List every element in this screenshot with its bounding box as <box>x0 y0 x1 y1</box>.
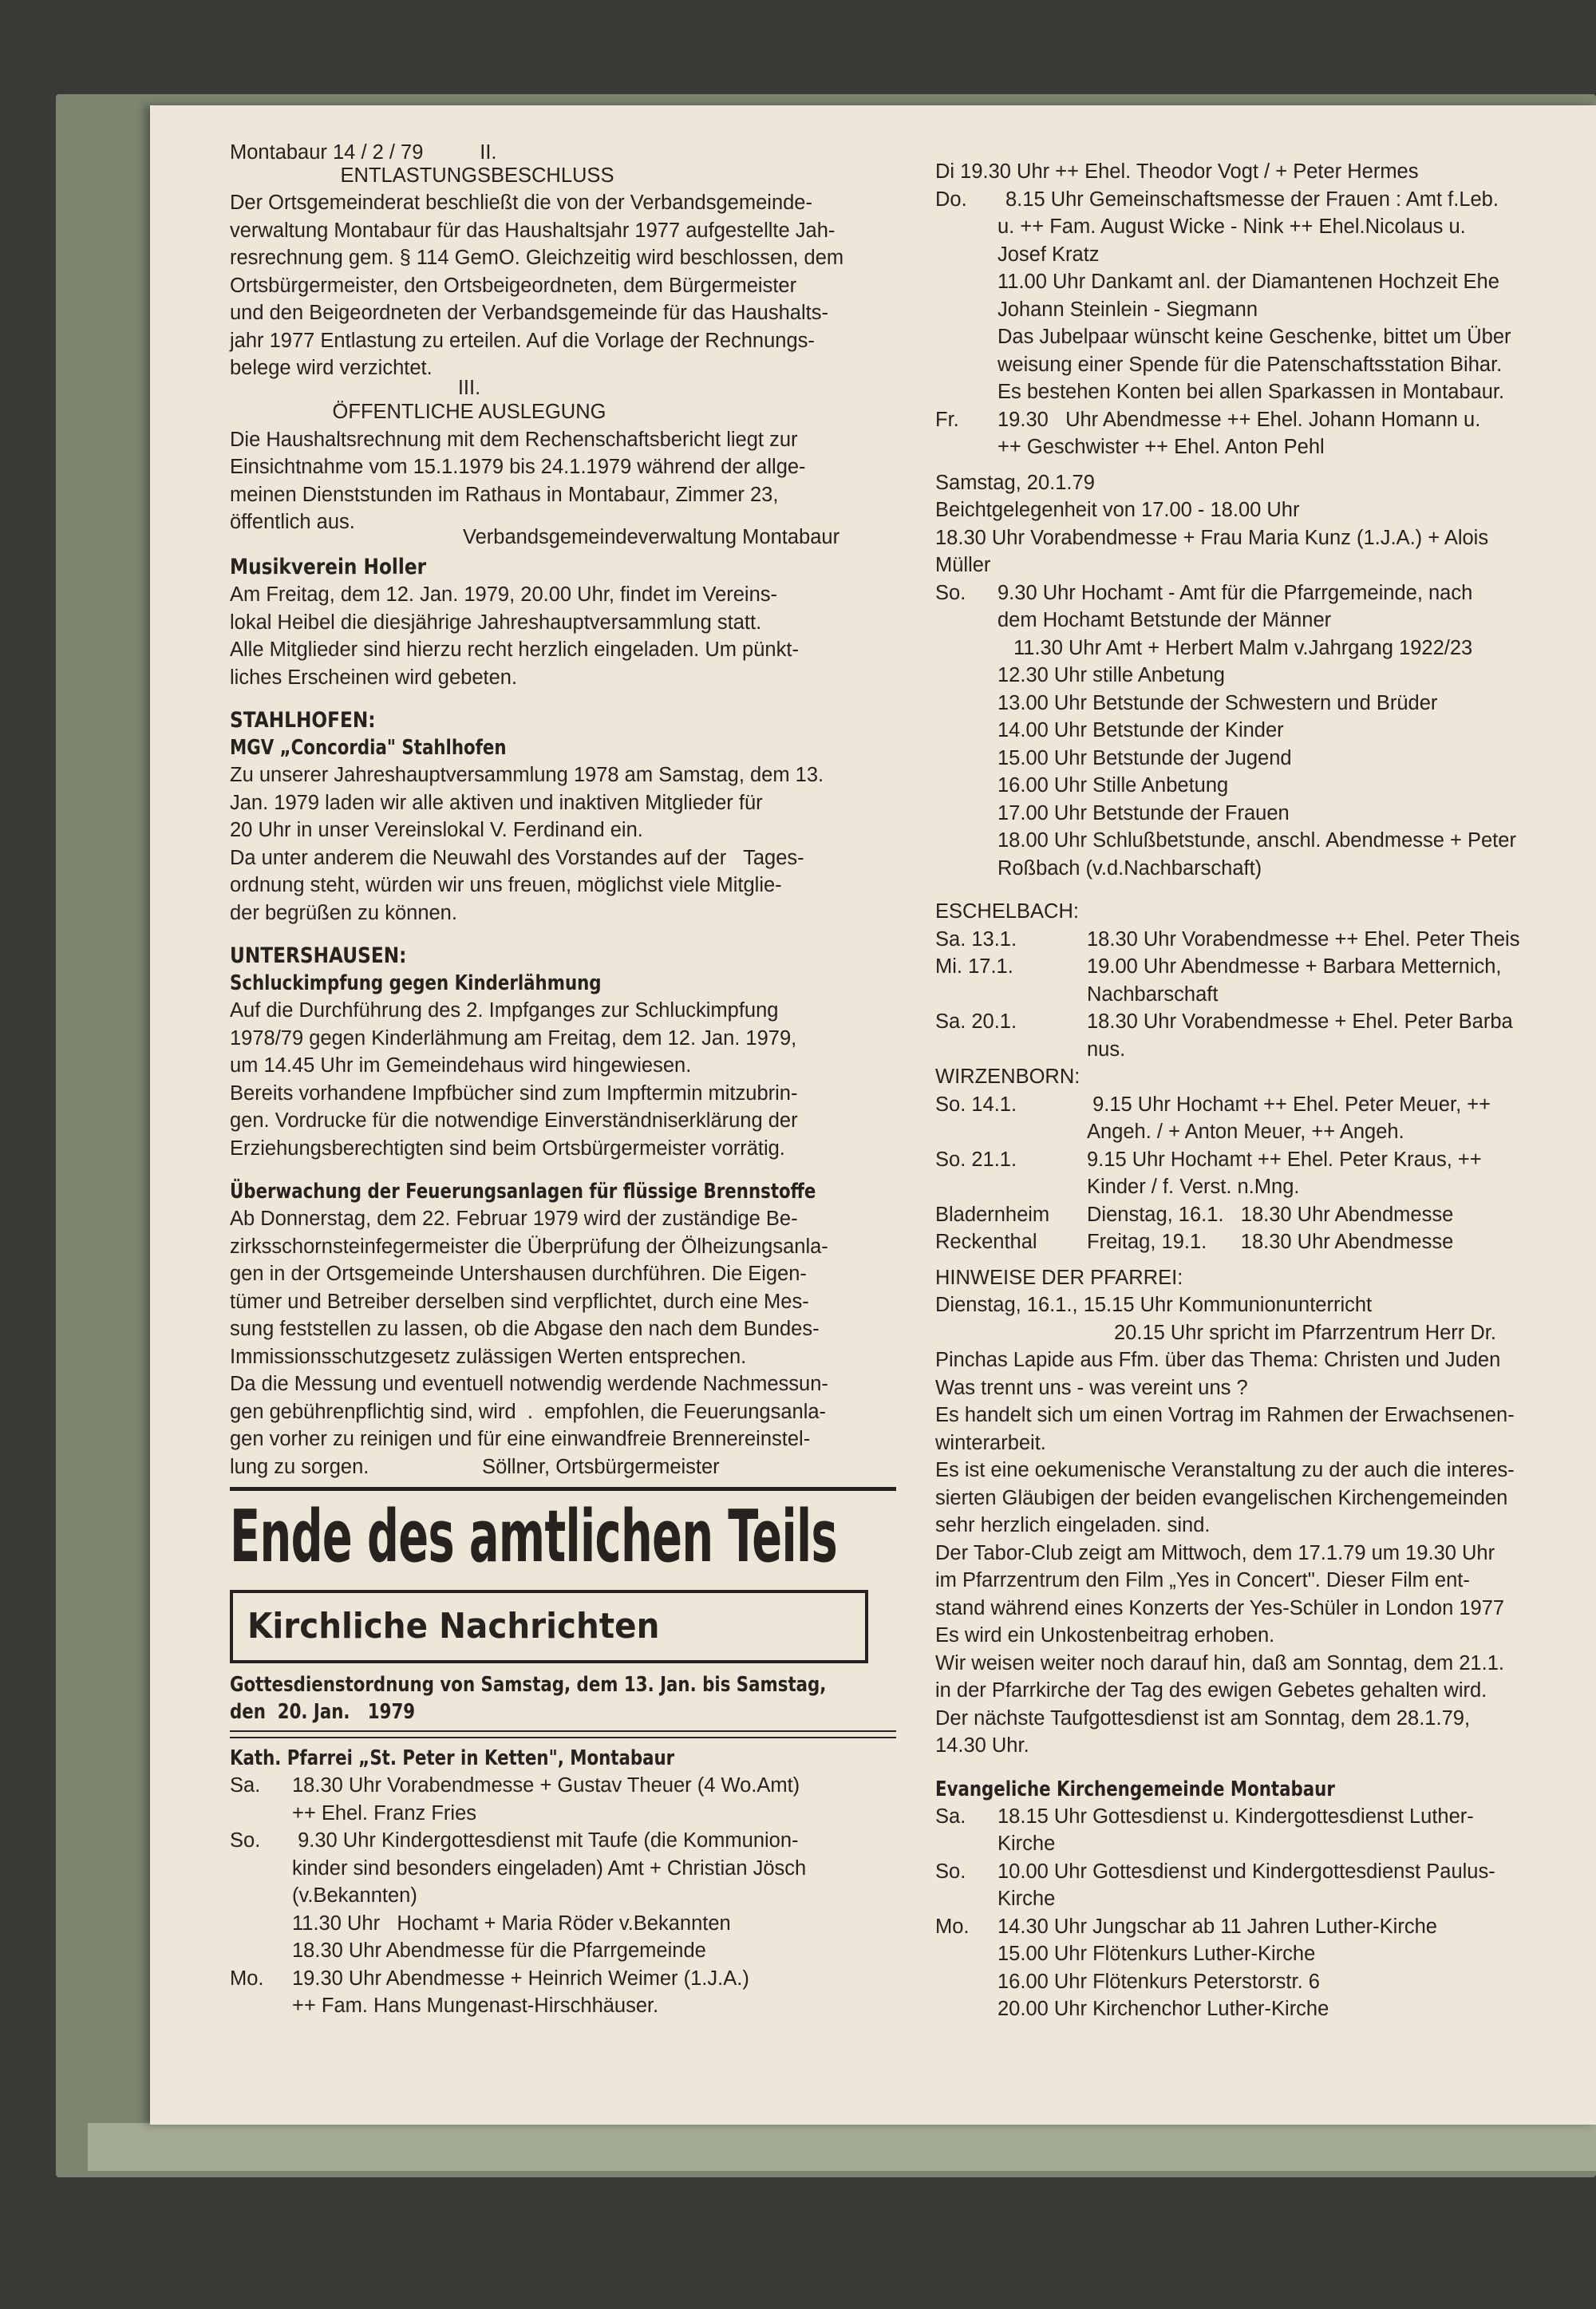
heading-evangelische-kirche: Evangeliche Kirchengemeinde Montabaur <box>935 1777 1335 1801</box>
schedule-text: 11.30 Uhr Amt + Herbert Malm v.Jahrgang 1922/23 <box>1013 636 1473 659</box>
schedule-text: Müller <box>935 554 991 576</box>
text-line: Erziehungsberechtigten sind beim Ortsbürgermeister vorrätig. <box>230 1137 785 1160</box>
text-line: Da die Messung und eventuell notwendig werdende Nachmessun- <box>230 1373 828 1395</box>
text-line: Jan. 1979 laden wir alle aktiven und inaktiven Mitglieder für <box>230 791 763 814</box>
day-label: Mo. <box>935 1915 970 1938</box>
heading-mgv: MGV „Concordia" Stahlhofen <box>230 736 507 760</box>
day-label: So. 21.1. <box>935 1148 1017 1171</box>
signature-line: lung zu sorgen. Söllner, Ortsbürgermeister <box>230 1455 720 1478</box>
text-line: Pinchas Lapide aus Ffm. über das Thema: Christen und Juden <box>935 1349 1501 1371</box>
text-line: jahr 1977 Entlastung zu erteilen. Auf die Vorlage der Rechnungs- <box>230 329 815 352</box>
day-label: Fr. <box>935 408 959 431</box>
schedule-text: ++ Geschwister ++ Ehel. Anton Pehl <box>998 436 1325 458</box>
schedule-text: 16.00 Uhr Flötenkurs Peterstorstr. 6 <box>998 1970 1320 1993</box>
schedule-text: 9.30 Uhr Kindergottesdienst mit Taufe (die Kommunion- <box>292 1829 799 1852</box>
text-line: öffentlich aus. <box>230 511 355 533</box>
heading-ueberwachung: Überwachung der Feuerungsanlagen für flüssige Brennstoffe <box>230 1180 816 1204</box>
schedule-text: Beichtgelegenheit von 17.00 - 18.00 Uhr <box>935 499 1300 521</box>
dateline: Montabaur 14 / 2 / 79 II. <box>230 141 497 164</box>
schedule-text: 18.30 Uhr Abendmesse für die Pfarrgemeinde <box>292 1939 706 1962</box>
text-line: meinen Dienststunden im Rathaus in Montabaur, Zimmer 23, <box>230 483 779 506</box>
left-column <box>230 139 976 2020</box>
schedule-text: 9.15 Uhr Hochamt ++ Ehel. Peter Kraus, ++ <box>1087 1148 1482 1171</box>
divider-rule <box>230 1487 896 1491</box>
schedule-row <box>935 579 1596 607</box>
schedule-text: 17.00 Uhr Betstunde der Frauen <box>998 801 1290 824</box>
text-line: 20.15 Uhr spricht im Pfarrzentrum Herr Dr. <box>1114 1321 1496 1344</box>
text-line: sehr herzlich eingeladen. sind. <box>935 1514 1211 1536</box>
text-line: Am Freitag, dem 12. Jan. 1979, 20.00 Uhr, findet im Vereins- <box>230 583 778 606</box>
schedule-text: 11.00 Uhr Dankamt anl. der Diamantenen Hochzeit Ehe <box>998 271 1499 293</box>
text-line: winterarbeit. <box>935 1431 1046 1454</box>
schedule-row <box>230 1965 976 1993</box>
schedule-text: 13.00 Uhr Betstunde der Schwestern und Brüder <box>998 691 1438 714</box>
day-label: So. <box>935 1860 966 1883</box>
day-label: Sa. <box>935 1805 966 1828</box>
heading-kath-pfarrei: Kath. Pfarrei „St. Peter in Ketten", Montabaur <box>230 1746 675 1770</box>
text-line: Ortsbürgermeister, den Ortsbeigeordneten, dem Bürgermeister <box>230 274 797 297</box>
schedule-text: 11.30 Uhr Hochamt + Maria Röder v.Bekannten <box>292 1912 731 1935</box>
text-line: 20 Uhr in unser Vereinslokal V. Ferdinand ein. <box>230 819 643 841</box>
place-label: Reckenthal <box>935 1231 1037 1253</box>
schedule-text: 14.30 Uhr Jungschar ab 11 Jahren Luther-Kirche <box>998 1915 1437 1938</box>
schedule-text: Freitag, 19.1. 18.30 Uhr Abendmesse <box>1087 1231 1454 1253</box>
schedule-text: Kirche <box>998 1888 1056 1910</box>
schedule-text: 18.00 Uhr Schlußbetstunde, anschl. Abendmesse + Peter <box>998 829 1516 852</box>
schedule-text: 18.15 Uhr Gottesdienst u. Kindergottesdienst Luther- <box>998 1805 1474 1828</box>
schedule-row <box>935 1091 1596 1119</box>
text-line: Es ist eine oekumenische Veranstaltung zu der auch die interes- <box>935 1459 1515 1481</box>
date-heading: Samstag, 20.1.79 <box>935 471 1095 494</box>
text-line: Wir weisen weiter noch darauf hin, daß am Sonntag, dem 21.1. <box>935 1651 1504 1674</box>
schedule-text: 9.15 Uhr Hochamt ++ Ehel. Peter Meuer, ++ <box>1087 1093 1491 1116</box>
schedule-row <box>935 186 1596 214</box>
text-line: Alle Mitglieder sind hierzu recht herzlich eingeladen. Um pünkt- <box>230 639 799 661</box>
schedule-text: 19.30 Uhr Abendmesse ++ Ehel. Johann Homann u. <box>998 408 1481 431</box>
text-line: gen in der Ortsgemeinde Untershausen durchführen. Die Eigen- <box>230 1263 807 1285</box>
text-line: Es wird ein Unkostenbeitrag erhoben. <box>935 1624 1275 1647</box>
schedule-row <box>935 1201 1596 1229</box>
schedule-text: Roßbach (v.d.Nachbarschaft) <box>998 856 1262 880</box>
text-line: gen vorher zu reinigen und für eine einwandfreie Brennereinstel- <box>230 1428 811 1450</box>
schedule-text: dem Hochamt Betstunde der Männer <box>998 609 1332 631</box>
text-line: sung feststellen zu lassen, ob die Abgase den nach dem Bundes- <box>230 1318 820 1340</box>
schedule-text: 12.30 Uhr stille Anbetung <box>998 664 1225 686</box>
heading-eschelbach: ESCHELBACH: <box>935 900 1079 923</box>
text-line: stand während eines Konzerts der Yes-Schüler in London 1977 <box>935 1596 1505 1619</box>
text-line: Der Tabor-Club zeigt am Mittwoch, dem 17.1.79 um 19.30 Uhr <box>935 1541 1495 1564</box>
text-line: zirksschornsteinfegermeister die Überprüfung der Ölheizungsanla- <box>230 1235 828 1258</box>
schedule-text: ++ Ehel. Franz Fries <box>292 1801 477 1825</box>
day-label: Do. <box>935 188 967 211</box>
schedule-text: 18.30 Uhr Vorabendmesse + Frau Maria Kunz (1.J.A.) + Alois <box>935 526 1489 549</box>
heading-wirzenborn: WIRZENBORN: <box>935 1066 1080 1088</box>
text-line: Was trennt uns - was vereint uns ? <box>935 1376 1248 1399</box>
schedule-row <box>935 953 1596 981</box>
text-line: in der Pfarrkirche der Tag des ewigen Gebetes gehalten wird. <box>935 1679 1487 1702</box>
section-heading-entlastung: ENTLASTUNGSBESCHLUSS <box>340 164 614 187</box>
text-line: verwaltung Montabaur für das Haushaltsjahr 1977 aufgestellte Jah- <box>230 219 836 242</box>
text-line: Der Ortsgemeinderat beschließt die von der Verbandsgemeinde- <box>230 192 812 214</box>
text-line: im Pfarrzentrum den Film „Yes in Concert". Dieser Film ent- <box>935 1569 1470 1591</box>
schedule-text: Kinder / f. Verst. n.Mng. <box>1087 1176 1300 1198</box>
text-line: liches Erscheinen wird gebeten. <box>230 666 518 689</box>
text-line: 14.30 Uhr. <box>935 1734 1029 1757</box>
text-line: Es handelt sich um einen Vortrag im Rahmen der Erwachsenen- <box>935 1404 1515 1426</box>
schedule-text: 14.00 Uhr Betstunde der Kinder <box>998 719 1284 741</box>
text-line: Dienstag, 16.1., 15.15 Uhr Kommunionunterricht <box>935 1294 1373 1316</box>
day-label: Mo. <box>230 1967 264 1990</box>
place-label: Bladernheim <box>935 1203 1050 1226</box>
text-line: und den Beigeordneten der Verbandsgemeinde für das Haushalts- <box>230 302 828 324</box>
binder-edge <box>88 2123 1596 2171</box>
schedule-text: weisung einer Spende für die Patenschaftsstation Bihar. <box>998 353 1503 376</box>
signature-line: Verbandsgemeindeverwaltung Montabaur <box>463 525 840 548</box>
kirchliche-nachrichten-title: Kirchliche Nachrichten <box>247 1606 660 1647</box>
text-line: lokal Heibel die diesjährige Jahreshauptversammlung statt. <box>230 611 762 634</box>
schedule-row <box>935 1913 1596 1941</box>
text-line: um 14.45 Uhr im Gemeindehaus wird hingewiesen. <box>230 1054 692 1077</box>
roman-numeral: III. <box>457 376 481 399</box>
text-line: Immissionsschutzgesetz zulässigen Werten entsprechen. <box>230 1345 747 1368</box>
text-line: gen. Vordrucke für die notwendige Einverständniserklärung der <box>230 1109 798 1132</box>
schedule-text: Das Jubelpaar wünscht keine Geschenke, bittet um Über <box>998 326 1511 348</box>
schedule-text: Nachbarschaft <box>1087 983 1219 1006</box>
text-line: gen gebührenpflichtig sind, wird . empfohlen, die Feuerungsanla- <box>230 1400 827 1423</box>
text-line: resrechnung gem. § 114 GemO. Gleichzeitig wird beschlossen, dem <box>230 247 844 269</box>
schedule-text: 15.00 Uhr Betstunde der Jugend <box>998 746 1292 769</box>
text-line: Ab Donnerstag, dem 22. Februar 1979 wird der zuständige Be- <box>230 1208 798 1230</box>
heading-musikverein: Musikverein Holler <box>230 555 427 579</box>
kirchliche-nachrichten-box <box>230 1590 868 1663</box>
day-label: So. <box>230 1829 261 1852</box>
schedule-text: 8.15 Uhr Gemeinschaftsmesse der Frauen : Amt f.Leb. <box>1005 188 1499 211</box>
day-label: So. <box>935 581 966 604</box>
schedule-row <box>230 1772 976 1800</box>
gottesdienstordnung-heading: Gottesdienstordnung von Samstag, dem 13. Jan. bis Samstag, <box>230 1673 827 1697</box>
text-line: Einsichtnahme vom 15.1.1979 bis 24.1.1979 während der allge- <box>230 456 806 478</box>
schedule-text: nus. <box>1087 1038 1126 1061</box>
gottesdienstordnung-date: den 20. Jan. 1979 <box>230 1700 416 1724</box>
schedule-row <box>935 926 1596 954</box>
schedule-text: 18.30 Uhr Vorabendmesse + Ehel. Peter Barba <box>1087 1010 1513 1033</box>
text-line: der begrüßen zu können. <box>230 901 457 924</box>
schedule-row <box>935 1858 1596 1886</box>
day-label: Sa. <box>230 1774 261 1797</box>
schedule-row <box>935 1008 1596 1036</box>
schedule-row <box>935 406 1596 434</box>
text-line: Bereits vorhandene Impfbücher sind zum Impftermin mitzubrin- <box>230 1081 798 1105</box>
schedule-text: (v.Bekannten) <box>292 1884 417 1907</box>
text-line: sierten Gläubigen der beiden evangelischen Kirchengemeinden <box>935 1486 1508 1509</box>
schedule-text: Es bestehen Konten bei allen Sparkassen in Montabaur. <box>998 381 1505 403</box>
ende-amtlicher-teil-heading: Ende des amtlichen Teils <box>230 1495 838 1579</box>
schedule-text: u. ++ Fam. August Wicke - Nink ++ Ehel.Nicolaus u. <box>998 215 1466 238</box>
schedule-text: 19.00 Uhr Abendmesse + Barbara Metternich, <box>1087 955 1502 978</box>
text-line: Zu unserer Jahreshauptversammlung 1978 am Samstag, dem 13. <box>230 764 824 786</box>
heading-stahlhofen: STAHLHOFEN: <box>230 708 376 733</box>
day-label: Mi. 17.1. <box>935 955 1013 978</box>
day-label: So. 14.1. <box>935 1093 1017 1116</box>
schedule-row <box>935 1803 1596 1831</box>
schedule-text: Angeh. / + Anton Meuer, ++ Angeh. <box>1087 1121 1404 1143</box>
heading-schluckimpfung: Schluckimpfung gegen Kinderlähmung <box>230 971 602 995</box>
schedule-text: 18.30 Uhr Vorabendmesse ++ Ehel. Peter Theis <box>1087 927 1520 951</box>
schedule-text: 18.30 Uhr Vorabendmesse + Gustav Theuer (4 Wo.Amt) <box>292 1774 800 1797</box>
text-line: tümer und Betreiber derselben sind verpflichtet, durch eine Mes- <box>230 1290 809 1313</box>
document-page <box>150 105 1596 2125</box>
schedule-text: 15.00 Uhr Flötenkurs Luther-Kirche <box>998 1943 1316 1965</box>
schedule-text: Johann Steinlein - Siegmann <box>998 298 1258 321</box>
schedule-row <box>935 1146 1596 1174</box>
text-line: Der nächste Taufgottesdienst ist am Sonntag, dem 28.1.79, <box>935 1706 1471 1730</box>
schedule-text: 9.30 Uhr Hochamt - Amt für die Pfarrgemeinde, nach <box>998 581 1473 604</box>
schedule-text: 19.30 Uhr Abendmesse + Heinrich Weimer (1.J.A.) <box>292 1967 749 1990</box>
schedule-text: Kirche <box>998 1833 1056 1855</box>
schedule-row <box>935 1228 1596 1256</box>
text-line: 1978/79 gegen Kinderlähmung am Freitag, dem 12. Jan. 1979, <box>230 1026 797 1050</box>
heading-hinweise: HINWEISE DER PFARREI: <box>935 1266 1183 1289</box>
schedule-text: Di 19.30 Uhr ++ Ehel. Theodor Vogt / + Peter Hermes <box>935 160 1419 183</box>
schedule-row <box>230 1827 976 1855</box>
schedule-text: Josef Kratz <box>998 243 1100 266</box>
schedule-text: ++ Fam. Hans Mungenast-Hirschhäuser. <box>292 1995 659 2017</box>
day-label: Sa. 20.1. <box>935 1010 1017 1033</box>
schedule-text: 16.00 Uhr Stille Anbetung <box>998 774 1229 797</box>
text-line: Auf die Durchführung des 2. Impfganges zur Schluckimpfung <box>230 999 779 1022</box>
heading-untershausen: UNTERSHAUSEN: <box>230 943 407 968</box>
schedule-text: Dienstag, 16.1. 18.30 Uhr Abendmesse <box>1087 1203 1454 1226</box>
section-heading-auslegung: ÖFFENTLICHE AUSLEGUNG <box>332 401 606 423</box>
schedule-text: kinder sind besonders eingeladen) Amt + Christian Jösch <box>292 1856 807 1880</box>
day-label: Sa. 13.1. <box>935 927 1017 951</box>
text-line: Die Haushaltsrechnung mit dem Rechenschaftsbericht liegt zur <box>230 428 798 451</box>
text-line: Da unter anderem die Neuwahl des Vorstandes auf der Tages- <box>230 846 804 869</box>
text-line: ordnung steht, würden wir uns freuen, möglichst viele Mitglie- <box>230 874 782 896</box>
right-column <box>935 158 1596 2023</box>
schedule-text: 20.00 Uhr Kirchenchor Luther-Kirche <box>998 1998 1329 2020</box>
text-line: belege wird verzichtet. <box>230 357 433 379</box>
schedule-text: 10.00 Uhr Gottesdienst und Kindergottesdienst Paulus- <box>998 1860 1495 1883</box>
double-rule <box>230 1730 896 1738</box>
